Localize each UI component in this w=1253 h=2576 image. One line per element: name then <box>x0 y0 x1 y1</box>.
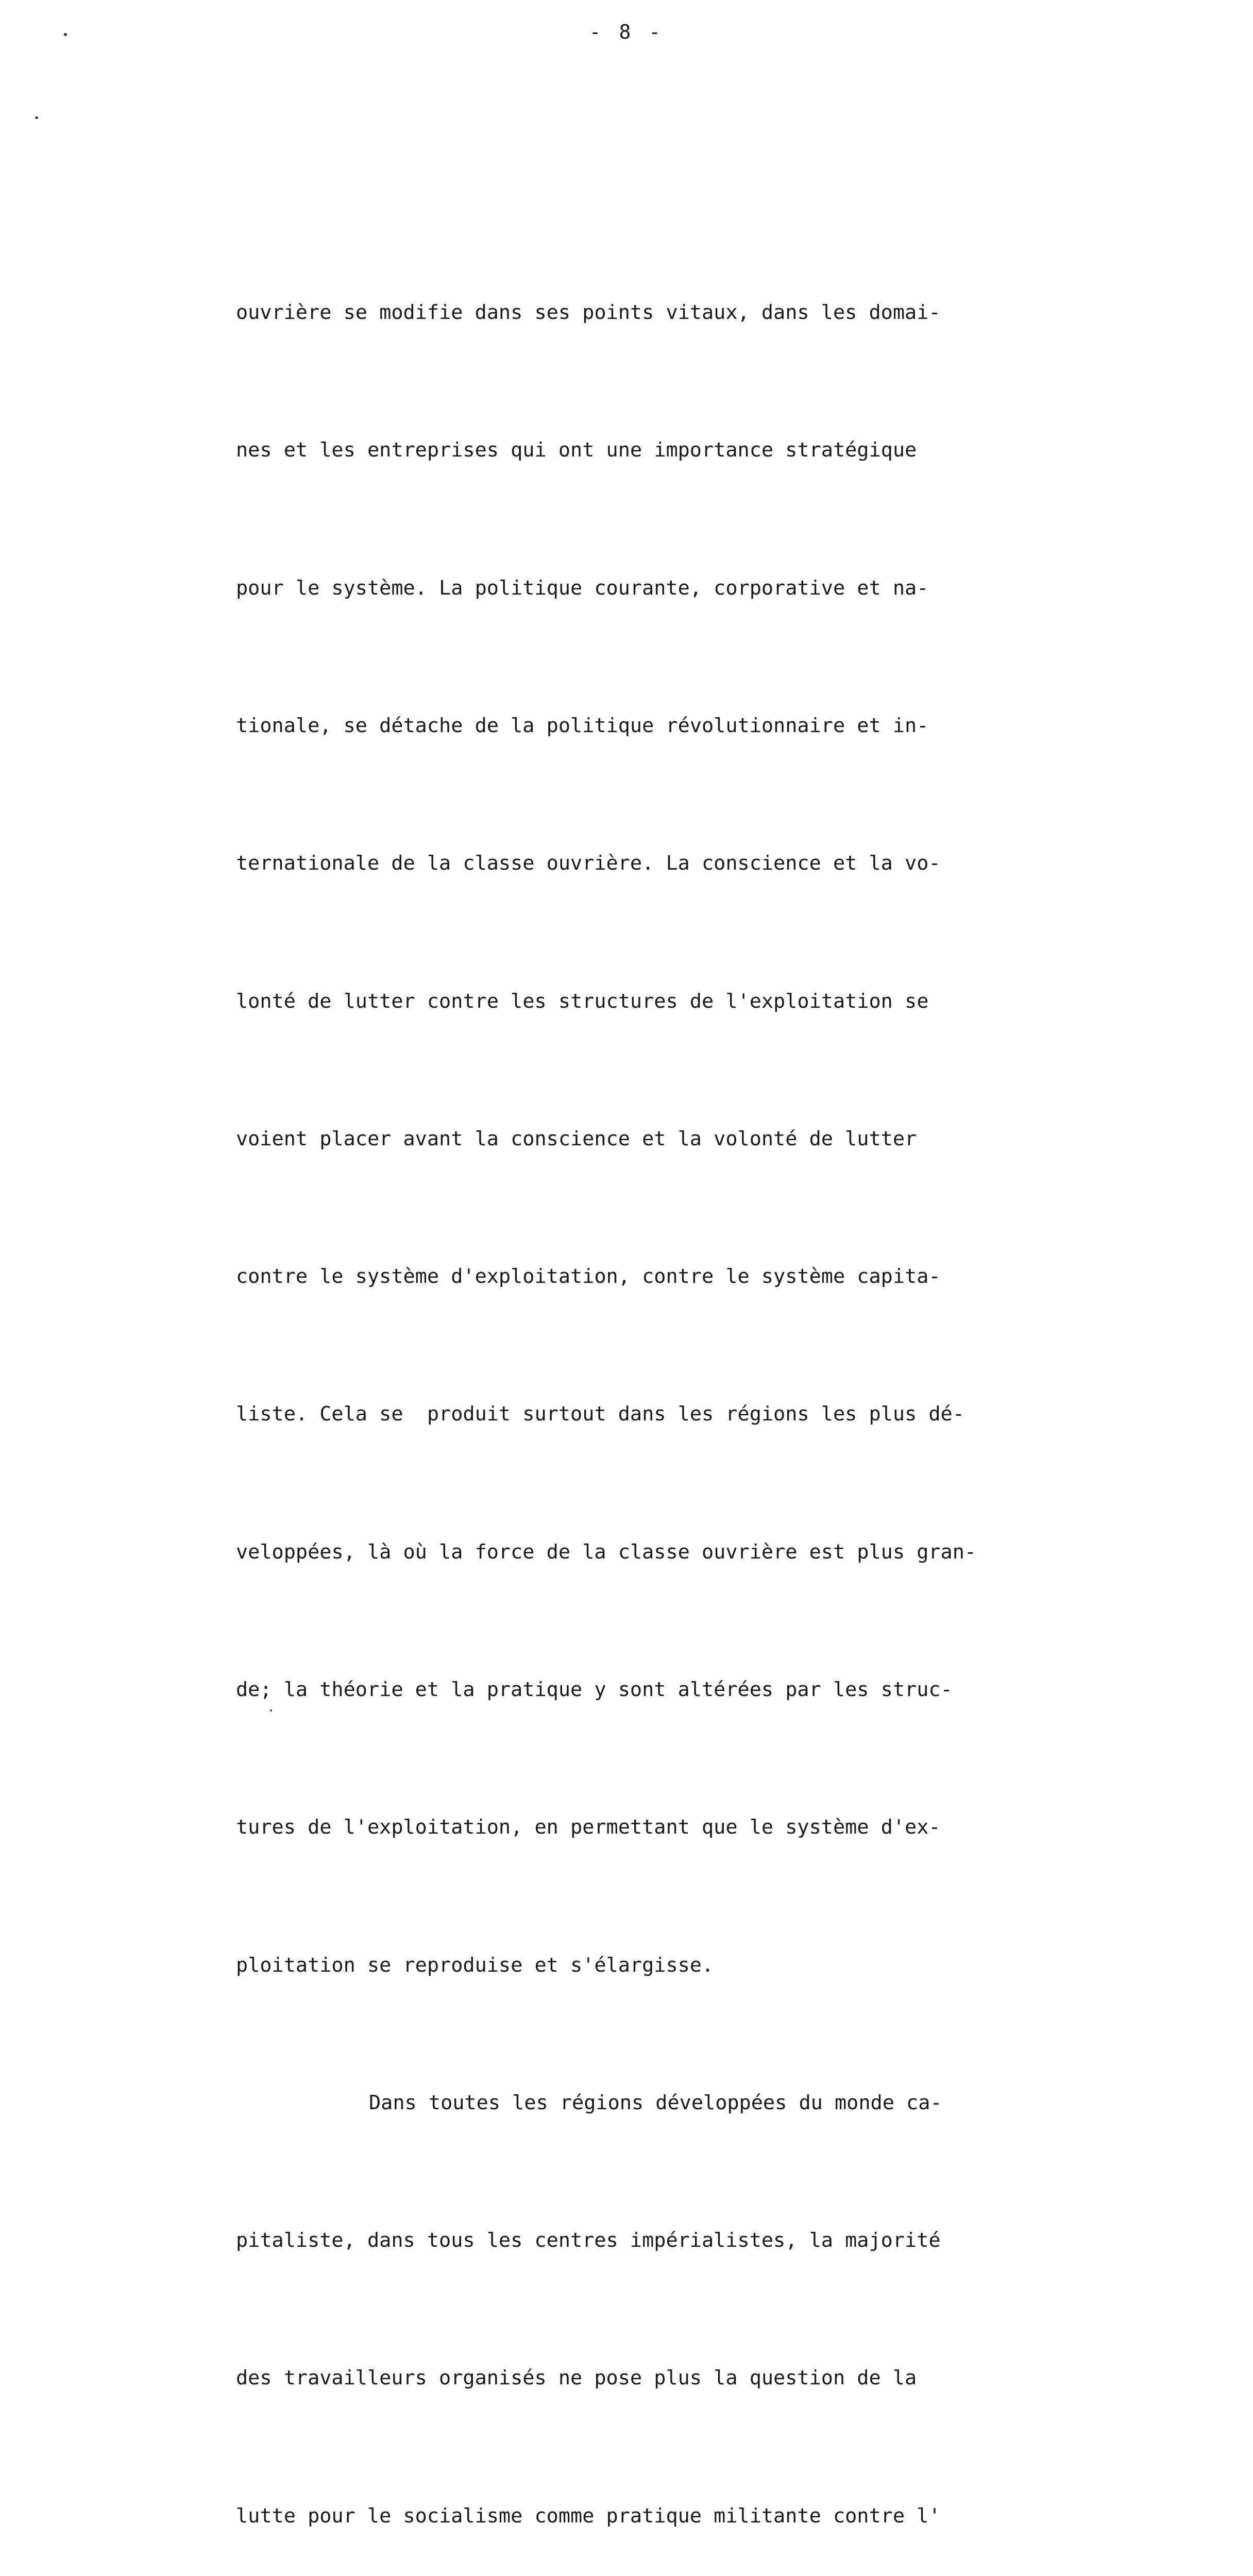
scan-speck <box>64 33 67 36</box>
scan-speck <box>270 1709 272 1711</box>
text-line: lutte pour le socialisme comme pratique militante contre l' <box>236 2504 941 2528</box>
text-line: nes et les entreprises qui ont une importance stratégique <box>236 438 917 462</box>
paragraph-first-line: Dans toutes les régions développées du monde ca- <box>369 2091 942 2114</box>
text-line: tionale, se détache de la politique révolutionnaire et in- <box>236 714 929 738</box>
text-line: lonté de lutter contre les structures de l'exploitation se <box>236 989 929 1013</box>
scan-speck <box>35 116 38 119</box>
text-line: voient placer avant la conscience et la volonté de lutter <box>236 1127 917 1150</box>
text-line: veloppées, là où la force de la classe ouvrière est plus gran- <box>236 1540 977 1564</box>
text-line: contre le système d'exploitation, contre le système capita- <box>236 1265 941 1289</box>
page-number: - 8 - <box>589 21 664 43</box>
body-text <box>236 198 1071 2576</box>
text-line: liste. Cela se produit surtout dans les régions les plus dé- <box>236 1402 964 1426</box>
text-line: de; la théorie et la pratique y sont altérées par les struc- <box>236 1678 953 1701</box>
text-line: ploitation se reproduise et s'élargisse. <box>236 1953 714 1977</box>
text-line: pitaliste, dans tous les centres impérialistes, la majorité <box>236 2229 941 2252</box>
text-line: ouvrière se modifie dans ses points vitaux, dans les domai- <box>236 301 941 325</box>
text-line: des travailleurs organisés ne pose plus la question de la <box>236 2366 917 2390</box>
text-line: tures de l'exploitation, en permettant que le système d'ex- <box>236 1816 941 1839</box>
text-line: ternationale de la classe ouvrière. La conscience et la vo- <box>236 852 941 875</box>
text-line: pour le système. La politique courante, corporative et na- <box>236 576 929 600</box>
